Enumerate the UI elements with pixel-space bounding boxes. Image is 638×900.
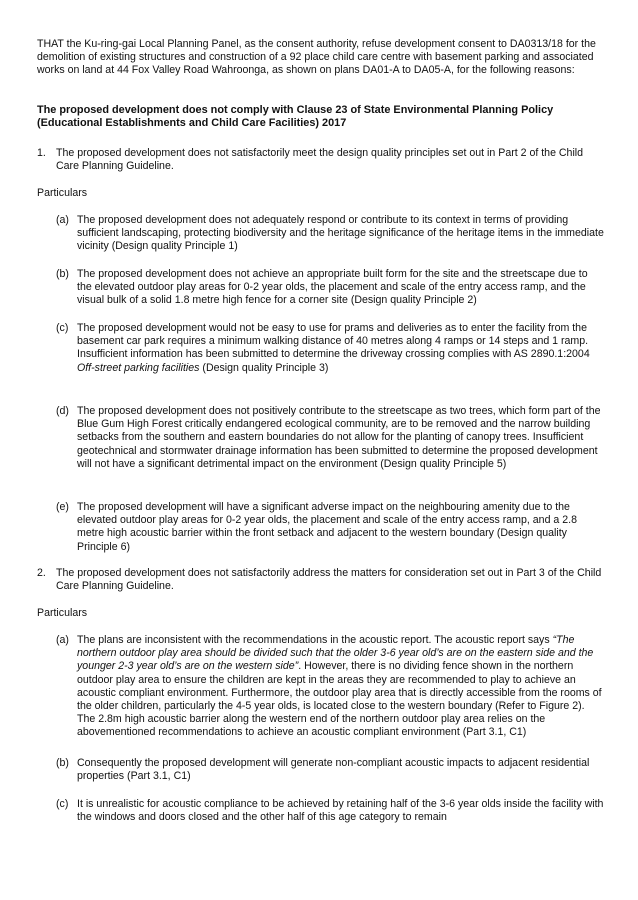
item-text: The proposed development will have a significant adverse impact on the neighbouring amenity due to the elevated outdoor play areas for 0-2 year olds, the placement and scale of the entry access ramp, and a 2.8 metre high acoustic barrier within the front setback and adjacent to the western boundary (Design quality Principle 6) bbox=[77, 501, 577, 553]
particulars-label: Particulars bbox=[37, 607, 88, 619]
intro-paragraph: THAT the Ku-ring-gai Local Planning Panel, as the consent authority, refuse development consent to DA0313/18 for the demolition of existing structures and construction of a 92 place child care centre with basement parking and associated works on land at 44 Fox Valley Road Wahroonga, as shown on plans DA01-A to DA05-A, for the following reasons: bbox=[37, 38, 596, 77]
item-label: (b) bbox=[56, 757, 69, 769]
reason-number: 1. bbox=[37, 147, 46, 159]
item-label: (a) bbox=[56, 214, 69, 226]
item-text: Consequently the proposed development will generate non-compliant acoustic impacts to adjacent residential properties (Part 3.1, C1) bbox=[77, 757, 590, 783]
item-label: (c) bbox=[56, 798, 69, 810]
item-text: The proposed development does not positively contribute to the streetscape as two trees, which form part of the Blue Gum High Forest critically endangered ecological community, are to be removed and the narrow building setbacks from the southern and eastern boundaries do not allow for the planting of canopy trees. Insufficient geotechnical and stormwater drainage information has been submitted to determine the proposed development will not have a significant detrimental impact on the environment (Design quality Principle 5) bbox=[77, 405, 601, 470]
reason-text: The proposed development does not satisfactorily meet the design quality principles set out in Part 2 of the Child Care Planning Guideline. bbox=[56, 147, 584, 173]
item-label: (e) bbox=[56, 501, 69, 513]
item-text: The proposed development does not adequately respond or contribute to its context in terms of providing sufficient landscaping, protecting biodiversity and the heritage significance of the heritage items in the immediate vicinity (Design quality Principle 1) bbox=[77, 214, 604, 253]
item-text: The proposed development does not achieve an appropriate built form for the site and the streetscape due to the elevated outdoor play areas for 0-2 year olds, the placement and scale of the entry access ramp, and the visual bulk of a solid 1.8 metre high fence for a corner site (Design quality Principle 2) bbox=[77, 268, 588, 307]
reason-text: The proposed development does not satisfactorily address the matters for consideration set out in Part 3 of the Child Care Planning Guideline. bbox=[56, 567, 602, 593]
item-label: (d) bbox=[56, 405, 69, 417]
item-text: The proposed development would not be easy to use for prams and deliveries as to enter the facility from the basement car park requires a minimum walking distance of 40 metres along 4 ramps or 14 steps and 1 ramp. Insufficient information has been submitted to determine the driveway crossing complies with AS 2890.1:2004 Off-street parking facilities (Design quality Principle 3) bbox=[77, 322, 590, 374]
item-label: (b) bbox=[56, 268, 69, 280]
reason-number: 2. bbox=[37, 567, 46, 579]
particulars-label: Particulars bbox=[37, 187, 88, 199]
item-label: (a) bbox=[56, 634, 69, 646]
item-text: It is unrealistic for acoustic compliance to be achieved by retaining half of the 3-6 year olds inside the facility with the windows and doors closed and the other half of this age category to remain bbox=[77, 798, 604, 824]
section-heading: The proposed development does not comply with Clause 23 of State Environmental Planning Policy (Educational Establishments and Child Care Facilities) 2017 bbox=[37, 104, 554, 130]
item-label: (c) bbox=[56, 322, 69, 334]
item-text: The plans are inconsistent with the recommendations in the acoustic report. The acoustic report says “The northern outdoor play area should be divided such that the older 3-6 year old’s are on the eastern side and the younger 2-3 year old’s are on the western side”. However, there is no dividing fence shown in the northern outdoor play area to ensure the children are kept in the areas they are recommended to play to achieve an acoustic compliant environment. Furthermore, the outdoor play area that is directly accessible from the rooms of the older children, particularly the 4-5 year olds, is located close to the western boundary (Refer to Figure 2). The 2.8m high acoustic barrier along the western end of the northern outdoor play area relies on the abovementioned recommendations to achieve an acoustic compliant environment (Part 3.1, C1) bbox=[77, 634, 602, 739]
